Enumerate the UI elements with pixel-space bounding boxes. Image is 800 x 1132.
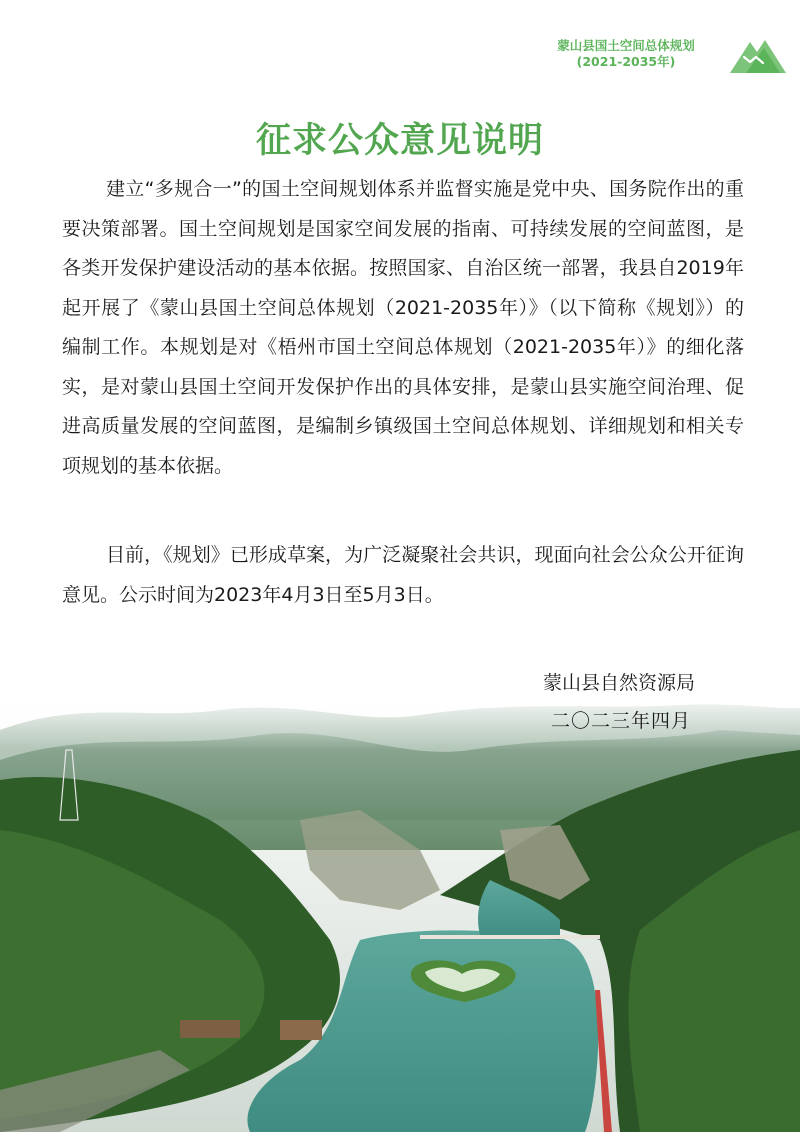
signature-date: 二〇二三年四月: [551, 710, 692, 732]
header-plan-name: 蒙山县国土空间总体规划: [557, 38, 695, 53]
document-title: 征求公众意见说明: [255, 121, 544, 161]
paragraph-notice: 目前，《规划》已形成草案，为广泛凝聚社会共识，现面向社会公众公开征询意见。公示时间为2023年4月3日至5月3日。: [62, 544, 744, 606]
header-plan-title: [526, 38, 726, 70]
landscape-photo: [0, 690, 800, 1132]
header-plan-years: (2021-2035年): [576, 54, 676, 69]
mountain-icon: [730, 36, 786, 74]
paragraph-intro: 建立“多规合一”的国土空间规划体系并监督实施是党中央、国务院作出的重要决策部署。国土空间规划是国家空间发展的指南、可持续发展的空间蓝图，是各类开发保护建设活动的基本依据。按照国家、自治区统一部署，我县自2019年起开展了《蒙山县国土空间总体规划（2021-2035年）》（以下简称《规划》）的编制工作。本规划是对《梧州市国土空间总体规划（2021-2035年）》的细化落实，是对蒙山县国土空间开发保护作出的具体安排，是蒙山县实施空间治理、促进高质量发展的空间蓝图，是编制乡镇级国土空间总体规划、详细规划和相关专项规划的基本依据。: [62, 178, 744, 477]
signature-organization: 蒙山县自然资源局: [543, 672, 696, 694]
